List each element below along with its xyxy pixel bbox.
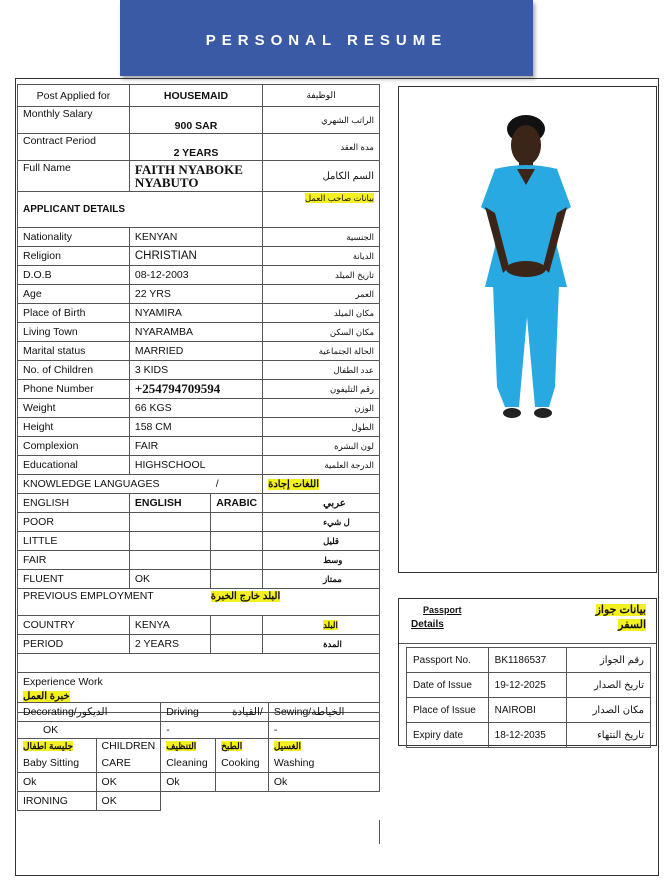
period-label: PERIOD xyxy=(18,635,130,654)
cooking-cell xyxy=(216,739,269,773)
applicant-details-label: APPLICANT DETAILS xyxy=(18,192,263,228)
detail-label: D.O.B xyxy=(18,266,130,285)
detail-value: 22 YRS xyxy=(129,285,262,304)
detail-label: Weight xyxy=(18,399,130,418)
detail-ar: الحالة الجتماعية xyxy=(263,342,380,361)
detail-value: 66 KGS xyxy=(129,399,262,418)
detail-label: Phone Number xyxy=(18,380,130,399)
babysitting-label: Baby Sitting xyxy=(23,757,80,769)
passport-ar: رقم الجواز xyxy=(566,648,651,673)
detail-ar: مكان الميلد xyxy=(263,304,380,323)
passport-value: 18-12-2035 xyxy=(488,723,566,748)
lang-english xyxy=(129,532,210,551)
passport-label: Passport No. xyxy=(407,648,489,673)
detail-value: FAIR xyxy=(129,437,262,456)
ironing-value: OK xyxy=(96,792,161,811)
detail-ar: مكان السكن xyxy=(263,323,380,342)
passport-value: BK1186537 xyxy=(488,648,566,673)
decorating-label: Decorating/الديكور xyxy=(18,703,161,722)
passport-title-line1: Passport xyxy=(423,605,462,615)
languages-slash: / xyxy=(211,475,263,494)
fullname-line1: FAITH NYABOKE xyxy=(134,162,243,177)
detail-label: Religion xyxy=(18,247,130,266)
detail-value: HIGHSCHOOL xyxy=(129,456,262,475)
skills-table xyxy=(17,702,380,811)
detail-label: Age xyxy=(18,285,130,304)
contract-value: 2 YEARS xyxy=(129,134,262,161)
passport-divider xyxy=(399,643,656,644)
passport-ar1: بيانات جواز xyxy=(595,604,646,616)
detail-value: 158 CM xyxy=(129,418,262,437)
passport-label: Expiry date xyxy=(407,723,489,748)
period-value: 2 YEARS xyxy=(129,635,210,654)
detail-label: Educational xyxy=(18,456,130,475)
detail-ar: العمر xyxy=(263,285,380,304)
detail-ar: الوزن xyxy=(263,399,380,418)
lang-ar: قليل xyxy=(263,532,380,551)
babysitting-value: Ok xyxy=(18,773,97,792)
sewing-value: - xyxy=(268,722,379,739)
salary-ar: الراتب الشهري xyxy=(263,107,380,134)
detail-ar: عدد الطفال xyxy=(263,361,380,380)
cleaning-cell xyxy=(161,739,216,773)
passport-label: Date of Issue xyxy=(407,673,489,698)
detail-ar: تاريخ الميلد xyxy=(263,266,380,285)
driving-label: Driving xyxy=(166,706,199,718)
cleaning-label: Cleaning xyxy=(166,757,208,769)
fullname-line2: NYABUTO xyxy=(134,175,199,190)
country-value: KENYA xyxy=(129,616,210,635)
post-ar: الوظيفة xyxy=(263,85,380,107)
resume-banner xyxy=(120,0,533,76)
lang-ar: ممتاز xyxy=(263,570,380,589)
employment-label: PREVIOUS EMPLOYMENT xyxy=(18,589,211,616)
lang-col-english: ENGLISH xyxy=(18,494,130,513)
lang-ar: وسط xyxy=(263,551,380,570)
lang-col-ar: عربي xyxy=(263,494,380,513)
experience-ar: خبرة العمل xyxy=(23,691,70,702)
childcare-value: OK xyxy=(96,773,161,792)
passport-table xyxy=(406,647,651,748)
detail-value: NYARAMBA xyxy=(129,323,262,342)
detail-value: 08-12-2003 xyxy=(129,266,262,285)
fullname-value xyxy=(129,161,262,192)
passport-title-line2: Details xyxy=(411,619,444,630)
lang-english xyxy=(129,513,210,532)
detail-label: No. of Children xyxy=(18,361,130,380)
salary-label: Monthly Salary xyxy=(18,107,130,134)
passport-section xyxy=(398,598,657,746)
detail-ar: الطول xyxy=(263,418,380,437)
detail-label: Nationality xyxy=(18,228,130,247)
lang-col-arabic: ARABIC xyxy=(211,494,263,513)
fullname-label: Full Name xyxy=(18,161,130,192)
detail-label: Marital status xyxy=(18,342,130,361)
detail-ar: لون البشرة xyxy=(263,437,380,456)
lang-level: FLUENT xyxy=(18,570,130,589)
lang-level: FAIR xyxy=(18,551,130,570)
driving-ar: القيادة/ xyxy=(231,706,263,718)
lang-english: OK xyxy=(129,570,210,589)
divider-line xyxy=(379,820,380,844)
washing-label: Washing xyxy=(273,757,315,769)
lang-arabic xyxy=(211,532,263,551)
lang-arabic xyxy=(211,570,263,589)
person-photo-icon xyxy=(399,87,656,572)
detail-label: Height xyxy=(18,418,130,437)
detail-value: KENYAN xyxy=(129,228,262,247)
country-ar: البلد xyxy=(323,619,338,630)
employment-ar: البلد خارج الخبرة xyxy=(210,591,281,602)
cooking-ar: الطبخ xyxy=(221,741,243,751)
detail-value: +254794709594 xyxy=(129,380,262,399)
detail-value: NYAMIRA xyxy=(129,304,262,323)
passport-ar: مكان الصدار xyxy=(566,698,651,723)
salary-value: 900 SAR xyxy=(129,107,262,134)
cleaning-value: Ok xyxy=(161,773,216,792)
childcare-line2: CARE xyxy=(101,757,131,769)
driving-cell xyxy=(161,703,269,722)
passport-value: 19-12-2025 xyxy=(488,673,566,698)
sewing-label: Sewing/الخياطة xyxy=(268,703,379,722)
cleaning-ar: التنظيف xyxy=(166,741,197,751)
detail-label: Place of Birth xyxy=(18,304,130,323)
babysitting-ar: جليسة اطفال xyxy=(23,741,74,751)
lang-col-english2: ENGLISH xyxy=(129,494,210,513)
country-label: COUNTRY xyxy=(18,616,130,635)
lang-arabic xyxy=(211,551,263,570)
cooking-label: Cooking xyxy=(221,757,260,769)
contract-label: Contract Period xyxy=(18,134,130,161)
detail-ar: الجنسية xyxy=(263,228,380,247)
post-label: Post Applied for xyxy=(18,85,130,107)
applicant-table xyxy=(17,84,380,713)
languages-label: KNOWLEDGE LANGUAGES xyxy=(18,475,211,494)
lang-arabic xyxy=(211,513,263,532)
passport-ar: تاريخ النتهاء xyxy=(566,723,651,748)
detail-value: MARRIED xyxy=(129,342,262,361)
detail-label: Complexion xyxy=(18,437,130,456)
employment-spacer-row xyxy=(18,654,380,673)
post-value: HOUSEMAID xyxy=(129,85,262,107)
detail-ar: الديانة xyxy=(263,247,380,266)
lang-level: POOR xyxy=(18,513,130,532)
languages-ar: اللغات إجادة xyxy=(268,478,319,490)
detail-ar: رقم التليفون xyxy=(263,380,380,399)
period-ar: المدة xyxy=(263,635,380,654)
washing-cell xyxy=(268,739,379,773)
applicant-details-ar: بيانات صاحب العمل xyxy=(304,193,374,203)
photo-frame xyxy=(398,86,657,573)
driving-value: - xyxy=(161,722,269,739)
passport-label: Place of Issue xyxy=(407,698,489,723)
babysitting-cell xyxy=(18,739,97,773)
contract-ar: مدة العقد xyxy=(263,134,380,161)
cooking-value xyxy=(216,773,269,792)
lang-level: LITTLE xyxy=(18,532,130,551)
passport-title xyxy=(411,605,462,630)
decorating-value: OK xyxy=(18,722,161,739)
fullname-ar: السم الكامل xyxy=(263,161,380,192)
washing-value: Ok xyxy=(268,773,379,792)
detail-label: Living Town xyxy=(18,323,130,342)
lang-english xyxy=(129,551,210,570)
ironing-label: IRONING xyxy=(18,792,97,811)
childcare-line1: CHILDREN xyxy=(101,740,156,752)
passport-ar2: السفر xyxy=(618,619,646,631)
washing-ar: الغسيل xyxy=(273,741,301,751)
passport-ar-title xyxy=(596,603,646,631)
page-title: PERSONAL RESUME xyxy=(205,32,448,49)
lang-ar: ل شيء xyxy=(263,513,380,532)
childcare-cell xyxy=(96,739,161,773)
experience-label: Experience Work xyxy=(23,676,103,688)
detail-value: CHRISTIAN xyxy=(129,247,262,266)
detail-ar: الدرجة العلمية xyxy=(263,456,380,475)
passport-ar: تاريخ الصدار xyxy=(566,673,651,698)
detail-value: 3 KIDS xyxy=(129,361,262,380)
passport-value: NAIROBI xyxy=(488,698,566,723)
